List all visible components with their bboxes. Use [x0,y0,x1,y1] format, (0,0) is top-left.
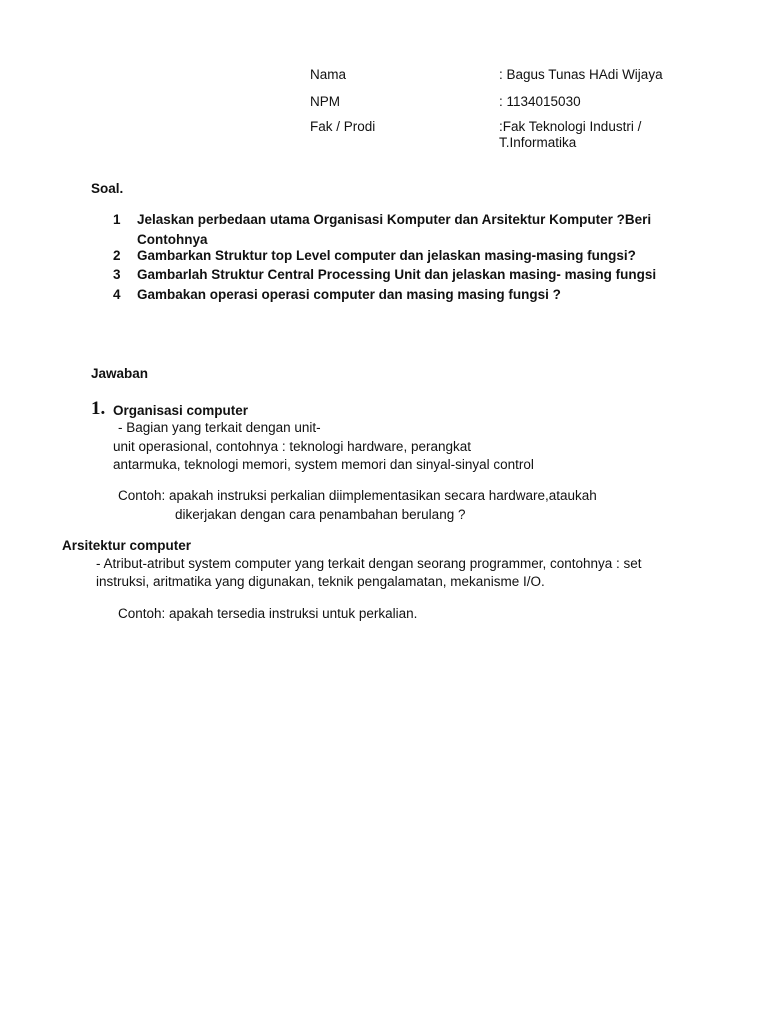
question-number: 3 [113,267,121,282]
organisasi-line: antarmuka, teknologi memori, system memori dan sinyal-sinyal control [113,457,534,472]
arsitektur-line: instruksi, aritmatika yang digunakan, teknik pengalamatan, mekanisme I/O. [96,574,545,589]
fak-prodi-value-line2: T.Informatika [499,135,577,150]
npm-value: : 1134015030 [499,94,581,109]
question-text: Gambarkan Struktur top Level computer dan jelaskan masing-masing fungsi? [137,248,636,263]
arsitektur-title: Arsitektur computer [62,538,192,553]
question-text-continued: Contohnya [137,232,208,247]
nama-value: : Bagus Tunas HAdi Wijaya [499,67,663,82]
jawaban-heading: Jawaban [91,366,149,381]
question-text: Jelaskan perbedaan utama Organisasi Komputer dan Arsitektur Komputer ?Beri [137,212,652,227]
organisasi-title: Organisasi computer [113,403,249,418]
question-number: 2 [113,248,121,263]
organisasi-contoh-continued: dikerjakan dengan cara penambahan berulang ? [175,507,466,522]
question-text: Gambakan operasi operasi computer dan masing masing fungsi ? [137,287,561,302]
arsitektur-line: - Atribut-atribut system computer yang terkait dengan seorang programmer, contohnya : set [96,556,642,571]
npm-label: NPM [310,94,340,109]
nama-label: Nama [310,67,347,82]
soal-heading: Soal. [91,181,124,196]
organisasi-contoh: Contoh: apakah instruksi perkalian diimplementasikan secara hardware,ataukah [118,488,597,503]
fak-prodi-label: Fak / Prodi [310,119,376,134]
question-number: 4 [113,287,121,302]
organisasi-line: unit operasional, contohnya : teknologi hardware, perangkat [113,439,471,454]
arsitektur-contoh: Contoh: apakah tersedia instruksi untuk perkalian. [118,606,418,621]
question-text: Gambarlah Struktur Central Processing Unit dan jelaskan masing- masing fungsi [137,267,657,282]
fak-prodi-value-line1: :Fak Teknologi Industri / [499,119,642,134]
answer-number: 1. [91,398,106,419]
organisasi-line: - Bagian yang terkait dengan unit- [118,420,321,435]
question-number: 1 [113,212,121,227]
